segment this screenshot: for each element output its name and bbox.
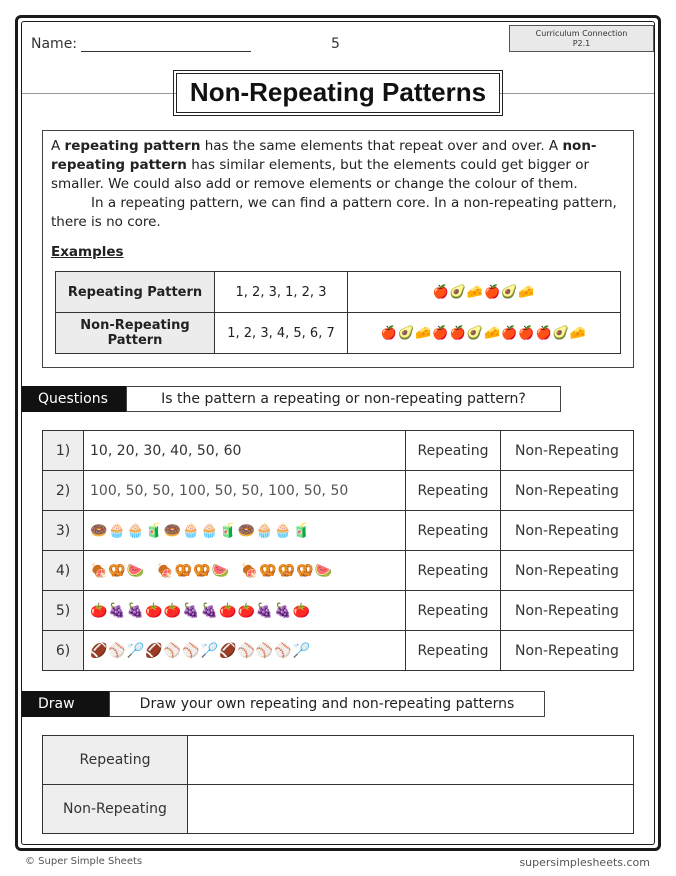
curriculum-code: P2.1 xyxy=(572,39,591,48)
intro-text-c: has the same elements that repeat over and over. A xyxy=(200,138,563,154)
footer-website: supersimplesheets.com xyxy=(519,856,650,869)
question-row xyxy=(43,551,634,591)
curriculum-connection-box xyxy=(509,25,654,52)
name-field[interactable] xyxy=(31,36,251,52)
draw-row-repeating xyxy=(43,736,634,785)
choice-non-repeating[interactable]: Non-Repeating xyxy=(501,431,634,471)
draw-area-repeating[interactable] xyxy=(188,736,634,785)
questions-prompt: Is the pattern a repeating or non-repeating pattern? xyxy=(126,386,561,412)
curriculum-title: Curriculum Connection xyxy=(535,29,628,38)
intro-text-a: A xyxy=(51,138,65,154)
choice-repeating[interactable]: Repeating xyxy=(406,591,501,631)
question-content: 10, 20, 30, 40, 50, 60 xyxy=(84,431,406,471)
example-row-non-repeating xyxy=(56,313,621,354)
question-content: 100, 50, 50, 100, 50, 50, 100, 50, 50 xyxy=(84,471,406,511)
choice-repeating[interactable]: Repeating xyxy=(406,631,501,671)
question-number: 4) xyxy=(43,551,84,591)
intro-box xyxy=(42,130,634,368)
question-number: 6) xyxy=(43,631,84,671)
examples-heading: Examples xyxy=(51,244,124,260)
term-repeating: repeating pattern xyxy=(64,138,201,154)
intro-text-e: has similar elements, but the elements could get bigger or smaller. We could also add or remove elements or change the colour of them. xyxy=(51,157,590,192)
question-snack-icons: 🍖🥨🍉 🍖🥨🥨🍉 🍖🥨🥨🥨🍉 xyxy=(84,551,406,591)
example-food-icons: 🍎🥑🧀🍎🍎🥑🧀🍎🍎🍎🥑🧀 xyxy=(348,313,621,354)
questions-table xyxy=(42,430,634,671)
question-row xyxy=(43,431,634,471)
example-food-icons: 🍎🥑🧀🍎🥑🧀 xyxy=(348,272,621,313)
example-label: Non-Repeating Pattern xyxy=(56,313,215,354)
intro-paragraph-2: In a repeating pattern, we can find a pattern core. In a non-repeating pattern, there is no core. xyxy=(51,195,617,230)
choice-non-repeating[interactable]: Non-Repeating xyxy=(501,631,634,671)
choice-non-repeating[interactable]: Non-Repeating xyxy=(501,511,634,551)
draw-prompt: Draw your own repeating and non-repeating patterns xyxy=(109,691,545,717)
name-line[interactable] xyxy=(81,37,251,52)
choice-repeating[interactable]: Repeating xyxy=(406,511,501,551)
questions-label: Questions xyxy=(22,386,126,412)
question-row xyxy=(43,631,634,671)
footer-copyright: © Super Simple Sheets xyxy=(25,856,143,867)
question-number: 2) xyxy=(43,471,84,511)
question-number: 5) xyxy=(43,591,84,631)
choice-non-repeating[interactable]: Non-Repeating xyxy=(501,591,634,631)
name-label: Name: xyxy=(31,36,78,52)
draw-area-non-repeating[interactable] xyxy=(188,785,634,834)
choice-repeating[interactable]: Repeating xyxy=(406,471,501,511)
draw-label: Draw xyxy=(22,691,109,717)
question-fruit-icons: 🍅🍇🍇🍅🍅🍇🍇🍅🍅🍇🍇🍅 xyxy=(84,591,406,631)
example-row-repeating xyxy=(56,272,621,313)
draw-row-non-repeating xyxy=(43,785,634,834)
draw-row-label: Non-Repeating xyxy=(43,785,188,834)
draw-row-label: Repeating xyxy=(43,736,188,785)
intro-text xyxy=(51,137,626,232)
choice-non-repeating[interactable]: Non-Repeating xyxy=(501,551,634,591)
examples-table xyxy=(55,271,621,354)
question-row xyxy=(43,511,634,551)
example-sequence: 1, 2, 3, 4, 5, 6, 7 xyxy=(215,313,348,354)
choice-non-repeating[interactable]: Non-Repeating xyxy=(501,471,634,511)
intro-paragraph-1 xyxy=(51,137,626,194)
draw-table xyxy=(42,735,634,834)
choice-repeating[interactable]: Repeating xyxy=(406,551,501,591)
question-number: 3) xyxy=(43,511,84,551)
question-row xyxy=(43,591,634,631)
page-title: Non-Repeating Patterns xyxy=(176,73,500,113)
question-row xyxy=(43,471,634,511)
choice-repeating[interactable]: Repeating xyxy=(406,431,501,471)
example-label: Repeating Pattern xyxy=(56,272,215,313)
page-number: 5 xyxy=(331,36,340,52)
question-dessert-icons: 🍩🧁🧁🧃🍩🧁🧁🧃🍩🧁🧁🧃 xyxy=(84,511,406,551)
question-number: 1) xyxy=(43,431,84,471)
example-sequence: 1, 2, 3, 1, 2, 3 xyxy=(215,272,348,313)
question-sports-icons: 🏈⚾🏸🏈⚾⚾🏸🏈⚾⚾⚾🏸 xyxy=(84,631,406,671)
term-non-repeating: non-repeating pattern xyxy=(51,138,597,173)
